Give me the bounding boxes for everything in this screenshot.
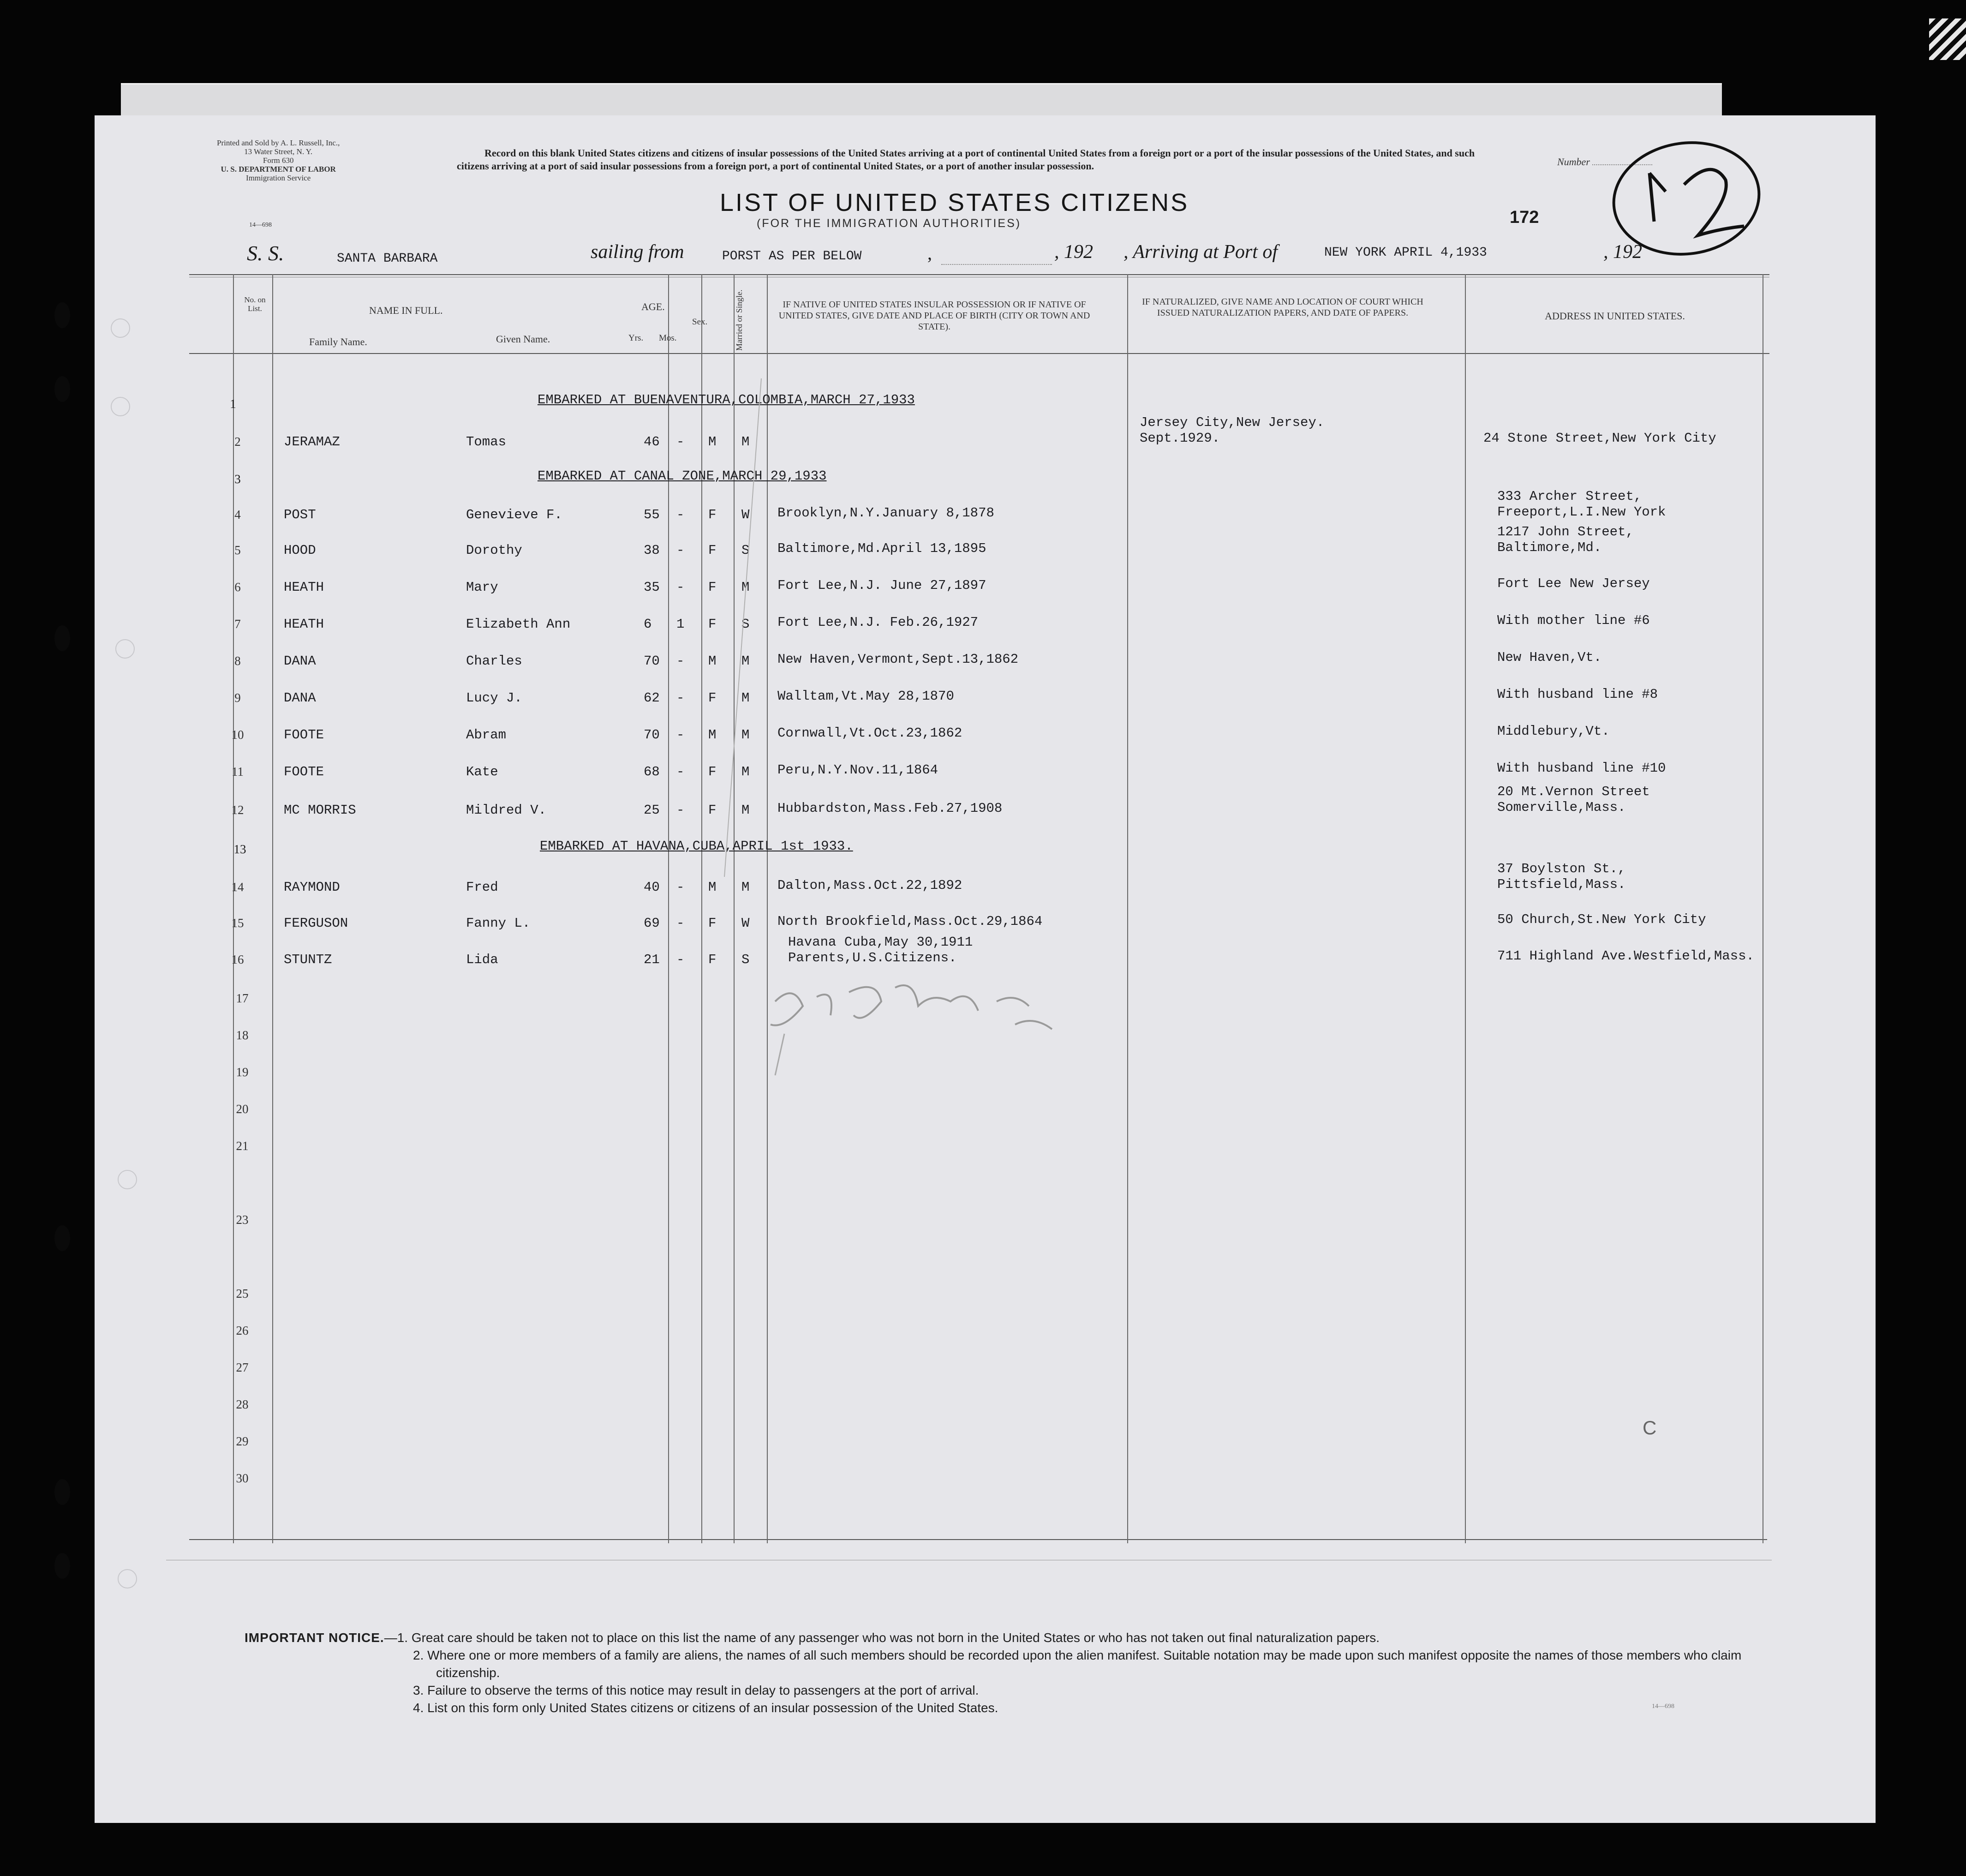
line-number: 9: [234, 691, 241, 705]
age-years: 40: [644, 880, 660, 895]
birth-place-date: Fort Lee,N.J. June 27,1897: [777, 578, 986, 593]
form-code-bottom: 14—698: [1652, 1703, 1674, 1710]
col-head-yrs: Yrs.: [628, 333, 644, 343]
sex: F: [708, 543, 717, 558]
address-line-2: Freeport,L.I.New York: [1497, 504, 1666, 520]
hole-ring: [118, 1170, 137, 1189]
punch-hole: [54, 302, 70, 328]
line-number: 16: [231, 953, 244, 966]
age-months: -: [676, 434, 685, 450]
birth-note: Parents,U.S.Citizens.: [788, 950, 957, 965]
year-1: , 192: [1054, 241, 1093, 263]
line-number: 28: [236, 1397, 249, 1411]
col-head-naturalized: IF NATURALIZED, GIVE NAME AND LOCATION OF COURT WHICH ISSUED NATURALIZATION PAPERS, AND DATE OF PAPERS.: [1142, 297, 1423, 318]
marital-status: M: [741, 580, 750, 595]
age-months: -: [676, 543, 685, 558]
list-number: 172: [1510, 208, 1539, 227]
given-name: Fred: [466, 880, 498, 895]
col-head-no: No. on List.: [244, 295, 266, 313]
naturalization-court: Jersey City,New Jersey.: [1140, 415, 1325, 430]
col-head-family: Family Name.: [309, 336, 367, 348]
line-number: 23: [236, 1213, 249, 1227]
line-number: 30: [236, 1471, 249, 1485]
address-line-1: 333 Archer Street,: [1497, 489, 1642, 504]
punch-hole: [54, 1479, 70, 1505]
age-months: -: [676, 690, 685, 706]
age-years: 35: [644, 580, 660, 595]
marital-status: M: [741, 727, 750, 743]
line-number: 13: [233, 842, 246, 856]
col-head-age: AGE.: [641, 301, 665, 312]
date-blank: [941, 264, 1052, 265]
age-years: 70: [644, 653, 660, 669]
given-name: Tomas: [466, 434, 507, 450]
given-name: Fanny L.: [466, 916, 531, 931]
page-subtitle: (FOR THE IMMIGRATION AUTHORITIES): [757, 217, 1022, 230]
family-name: POST: [284, 507, 316, 522]
section-heading: EMBARKED AT BUENAVENTURA,COLOMBIA,MARCH 27,1933: [538, 392, 915, 408]
col-rule: [272, 274, 273, 1543]
hole-ring: [111, 397, 130, 416]
sex: F: [708, 764, 717, 779]
punch-hole: [54, 1553, 70, 1579]
check-marks: [720, 369, 775, 923]
family-name: HEATH: [284, 580, 324, 595]
hole-ring: [118, 1569, 137, 1588]
number-label: Number: [1557, 156, 1652, 168]
line-number: 2: [234, 435, 241, 449]
sex: F: [708, 617, 717, 632]
family-name: MC MORRIS: [284, 803, 356, 818]
table-top-rule: [189, 274, 1769, 275]
comma: ,: [927, 243, 932, 264]
col-rule: [1465, 274, 1466, 1543]
margin-mark: C: [1643, 1417, 1657, 1438]
given-name: Lida: [466, 952, 498, 967]
col-rule: [1127, 274, 1128, 1543]
family-name: RAYMOND: [284, 880, 340, 895]
marital-status: S: [741, 543, 750, 558]
family-name: STUNTZ: [284, 952, 332, 967]
col-rule: [233, 274, 234, 1543]
age-years: 69: [644, 916, 660, 931]
marital-status: S: [741, 617, 750, 632]
address-line-1: 20 Mt.Vernon Street: [1497, 784, 1650, 799]
age-years: 70: [644, 727, 660, 743]
marital-status: M: [741, 434, 750, 450]
sex: F: [708, 916, 717, 931]
sex: M: [708, 653, 717, 669]
age-years: 21: [644, 952, 660, 967]
line-number: 10: [231, 728, 244, 742]
age-years: 25: [644, 803, 660, 818]
family-name: HOOD: [284, 543, 316, 558]
address: 50 Church,St.New York City: [1497, 912, 1706, 927]
address: With mother line #6: [1497, 613, 1650, 628]
age-months: -: [676, 653, 685, 669]
line-number: 18: [236, 1028, 249, 1042]
col-rule: [701, 274, 702, 1543]
address-line-2: Baltimore,Md.: [1497, 540, 1602, 555]
family-name: DANA: [284, 653, 316, 669]
sex: M: [708, 880, 717, 895]
hole-ring: [111, 318, 130, 338]
given-name: Mary: [466, 580, 498, 595]
notice-item-3: 3. Failure to observe the terms of this notice may result in delay to passengers at the port of arrival.: [413, 1683, 979, 1697]
form-code-top: 14—698: [249, 222, 272, 228]
birth-place-date: Cornwall,Vt.Oct.23,1862: [777, 725, 962, 741]
birth-place-date: Hubbardston,Mass.Feb.27,1908: [777, 801, 1003, 816]
age-months: -: [676, 764, 685, 779]
given-name: Mildred V.: [466, 803, 547, 818]
notice-item-1: IMPORTANT NOTICE.—1. Great care should be taken not to place on this list the name of any passenger who was not born in the United States or who has not taken out final naturalization papers.: [245, 1630, 1380, 1645]
line-number: 7: [234, 617, 241, 631]
line-number: 14: [231, 880, 244, 894]
birth-place-date: Walltam,Vt.May 28,1870: [777, 689, 954, 704]
address-line-2: Somerville,Mass.: [1497, 800, 1626, 815]
birth-place-date: Brooklyn,N.Y.January 8,1878: [777, 505, 994, 521]
printer-imprint: Printed and Sold by A. L. Russell, Inc., 13 Water Street, N. Y. Form 630 U. S. DEPARTMENT OF LABOR Immigration Service: [217, 138, 340, 182]
line-number: 26: [236, 1324, 249, 1337]
line-number: 20: [236, 1102, 249, 1116]
marital-status: M: [741, 764, 750, 779]
given-name: Dorothy: [466, 543, 522, 558]
address: Middlebury,Vt.: [1497, 724, 1610, 739]
age-years: 6: [644, 617, 652, 632]
line-number: 29: [236, 1434, 249, 1448]
birth-place-date: New Haven,Vermont,Sept.13,1862: [777, 652, 1019, 667]
ship-name: SANTA BARBARA: [337, 252, 438, 266]
marital-status: M: [741, 880, 750, 895]
line-number: 25: [236, 1287, 249, 1301]
birth-place-date: Dalton,Mass.Oct.22,1892: [777, 878, 962, 893]
line-number: 11: [232, 765, 244, 779]
line-number: 21: [236, 1139, 249, 1153]
marital-status: W: [741, 507, 750, 522]
sex: F: [708, 952, 717, 967]
line-number: 12: [231, 803, 244, 817]
birth-place-date: Fort Lee,N.J. Feb.26,1927: [777, 615, 979, 630]
manifest-sheet: [95, 115, 1876, 1823]
corner-edge: [1929, 18, 1966, 60]
arriving-label: , Arriving at Port of: [1123, 241, 1278, 263]
section-heading: EMBARKED AT HAVANA,CUBA,APRIL 1st 1933.: [540, 839, 853, 854]
line-number: 17: [236, 991, 249, 1005]
col-rule: [668, 274, 669, 1543]
family-name: HEATH: [284, 617, 324, 632]
family-name: FOOTE: [284, 764, 324, 779]
given-name: Lucy J.: [466, 690, 522, 706]
address: 711 Highland Ave.Westfield,Mass.: [1497, 948, 1754, 964]
instructions: Record on this blank United States citizens and citizens of insular possessions of the United States arriving at a port of continental United States from a foreign port or a port of the insular possessions of the United States, and such citizens arriving at a port of said insular possessions from a foreign port, a port of continental United States, or a port of another insular possession.: [457, 147, 1475, 172]
address: 24 Stone Street,New York City: [1483, 431, 1716, 446]
age-years: 55: [644, 507, 660, 522]
address-line-1: 37 Boylston St.,: [1497, 861, 1626, 876]
hole-ring: [115, 639, 135, 659]
line-number: 3: [234, 472, 241, 486]
age-years: 68: [644, 764, 660, 779]
sex: M: [708, 727, 717, 743]
col-head-name: NAME IN FULL.: [369, 305, 443, 316]
given-name: Abram: [466, 727, 507, 743]
punch-hole: [54, 376, 70, 402]
family-name: FERGUSON: [284, 916, 348, 931]
notice-item-2: 2. Where one or more members of a family are aliens, the names of all such members should be recorded upon the alien manifest. Suitable notation may be made upon such manifest opposite the names of those members who claim citizenship.: [413, 1648, 1742, 1680]
family-name: DANA: [284, 690, 316, 706]
age-years: 38: [644, 543, 660, 558]
page-title: LIST OF UNITED STATES CITIZENS: [720, 189, 1189, 216]
age-months: 1: [676, 617, 685, 632]
arrival-port: NEW YORK APRIL 4,1933: [1324, 246, 1487, 260]
line-number: 19: [236, 1065, 249, 1079]
birth-place-date: Havana Cuba,May 30,1911: [788, 935, 973, 950]
age-months: -: [676, 507, 685, 522]
birth-place-date: Peru,N.Y.Nov.11,1864: [777, 762, 938, 778]
line-number: 5: [234, 543, 241, 557]
marital-status: W: [741, 916, 750, 931]
punch-hole: [54, 1225, 70, 1251]
address-line-1: 1217 John Street,: [1497, 524, 1634, 539]
age-months: -: [676, 880, 685, 895]
col-head-married: Married or Single.: [735, 289, 744, 351]
line-number: 15: [231, 916, 244, 930]
col-head-given: Given Name.: [496, 333, 550, 345]
col-head-mos: Mos.: [659, 333, 677, 343]
col-head-sex: Sex.: [692, 317, 708, 327]
address-line-2: Pittsfield,Mass.: [1497, 877, 1626, 892]
col-head-address: ADDRESS IN UNITED STATES.: [1545, 310, 1685, 322]
address: With husband line #10: [1497, 761, 1666, 776]
birth-place-date: North Brookfield,Mass.Oct.29,1864: [777, 914, 1043, 929]
address: Fort Lee New Jersey: [1497, 576, 1650, 591]
table-bottom-rule: [189, 1539, 1767, 1540]
age-months: -: [676, 727, 685, 743]
age-years: 62: [644, 690, 660, 706]
line-number: 4: [234, 508, 241, 521]
sex: F: [708, 580, 717, 595]
punch-hole: [54, 625, 70, 651]
line-number: 27: [236, 1361, 249, 1374]
line-number: 6: [234, 580, 241, 594]
line-number: 8: [234, 654, 241, 668]
age-months: -: [676, 803, 685, 818]
age-months: -: [676, 916, 685, 931]
given-name: Kate: [466, 764, 498, 779]
year-2: , 192: [1603, 241, 1642, 263]
address: New Haven,Vt.: [1497, 650, 1602, 665]
family-name: JERAMAZ: [284, 434, 340, 450]
marital-status: M: [741, 690, 750, 706]
sex: M: [708, 434, 717, 450]
header-bottom-rule: [189, 353, 1769, 354]
address: With husband line #8: [1497, 687, 1658, 702]
marital-status: S: [741, 952, 750, 967]
sex: F: [708, 803, 717, 818]
age-months: -: [676, 952, 685, 967]
age-months: -: [676, 580, 685, 595]
given-name: Genevieve F.: [466, 507, 562, 522]
age-years: 46: [644, 434, 660, 450]
faint-signature: [757, 974, 1107, 1080]
sailing-from: PORST AS PER BELOW: [722, 249, 862, 264]
col-head-birth: IF NATIVE OF UNITED STATES INSULAR POSSESSION OR IF NATIVE OF UNITED STATES, GIVE DATE AND PLACE OF BIRTH (CITY OR TOWN AND STATE).: [778, 300, 1090, 332]
line-number: 1: [230, 397, 236, 411]
family-name: FOOTE: [284, 727, 324, 743]
sailing-label: sailing from: [591, 241, 684, 263]
sex: F: [708, 507, 717, 522]
marital-status: M: [741, 803, 750, 818]
ss-label: S. S.: [247, 241, 284, 265]
notice-item-4: 4. List on this form only United States citizens or citizens of an insular possession of the United States.: [413, 1701, 998, 1715]
given-name: Charles: [466, 653, 522, 669]
marital-status: M: [741, 653, 750, 669]
section-heading: EMBARKED AT CANAL ZONE,MARCH 29,1933: [538, 468, 827, 484]
given-name: Elizabeth Ann: [466, 617, 571, 632]
important-notice: [245, 1629, 1767, 1717]
sex: F: [708, 690, 717, 706]
birth-place-date: Baltimore,Md.April 13,1895: [777, 541, 986, 556]
naturalization-date: Sept.1929.: [1140, 431, 1220, 446]
